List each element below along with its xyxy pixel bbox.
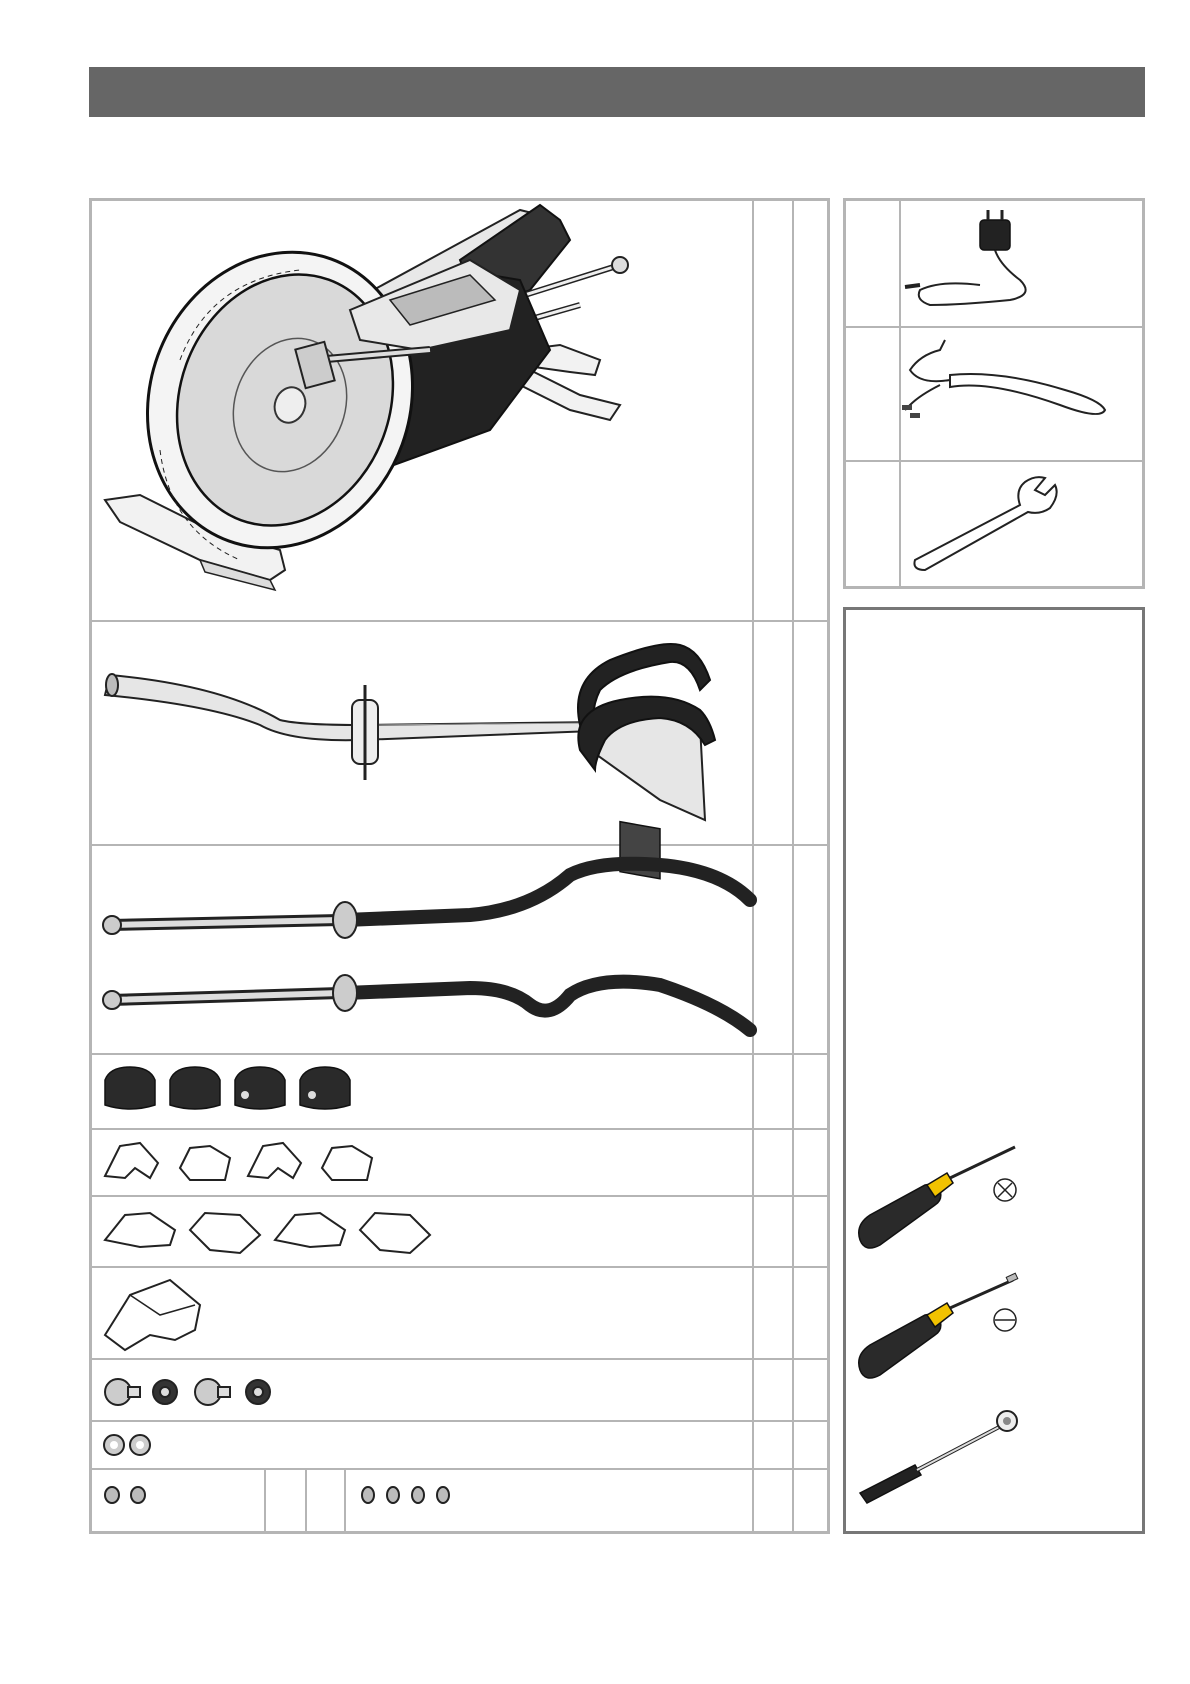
- row-divider: [90, 1053, 828, 1055]
- row-divider: [90, 1358, 828, 1360]
- small-nuts-illustration-2: [358, 1482, 458, 1508]
- flat-screwdriver-illustration: [855, 1275, 1025, 1385]
- small-nuts-illustration: [100, 1482, 160, 1508]
- pedal-arms-illustration: [100, 855, 760, 1045]
- header-bar: [89, 67, 1145, 117]
- bolts-nuts-illustration: [100, 1372, 280, 1412]
- header-title: [89, 81, 103, 103]
- torque-wrench-illustration: [855, 1405, 1025, 1505]
- column-divider: [344, 1469, 346, 1532]
- covers-small-illustration: [100, 1138, 380, 1188]
- sensor-cable-illustration: [900, 335, 1110, 450]
- column-divider: [264, 1469, 266, 1532]
- row-divider: [90, 1266, 828, 1268]
- row-divider: [90, 1420, 828, 1422]
- row-divider: [90, 844, 828, 846]
- phillips-screwdriver-illustration: [855, 1145, 1025, 1255]
- cover-large-illustration: [100, 1275, 210, 1355]
- column-divider: [792, 199, 794, 1532]
- power-adapter-illustration: [900, 205, 1040, 320]
- main-frame-illustration: [100, 200, 660, 615]
- washers-illustration: [100, 1430, 170, 1460]
- covers-medium-illustration: [100, 1205, 440, 1260]
- row-divider: [90, 1128, 828, 1130]
- row-divider: [844, 326, 1143, 328]
- handlebar-console-illustration: [100, 630, 750, 835]
- wrench-illustration: [910, 470, 1070, 575]
- row-divider: [90, 620, 828, 622]
- end-caps-illustration: [100, 1065, 380, 1120]
- column-divider: [305, 1469, 307, 1532]
- row-divider: [90, 1468, 828, 1470]
- tools-panel: [843, 607, 1145, 1534]
- row-divider: [844, 460, 1143, 462]
- row-divider: [90, 1195, 828, 1197]
